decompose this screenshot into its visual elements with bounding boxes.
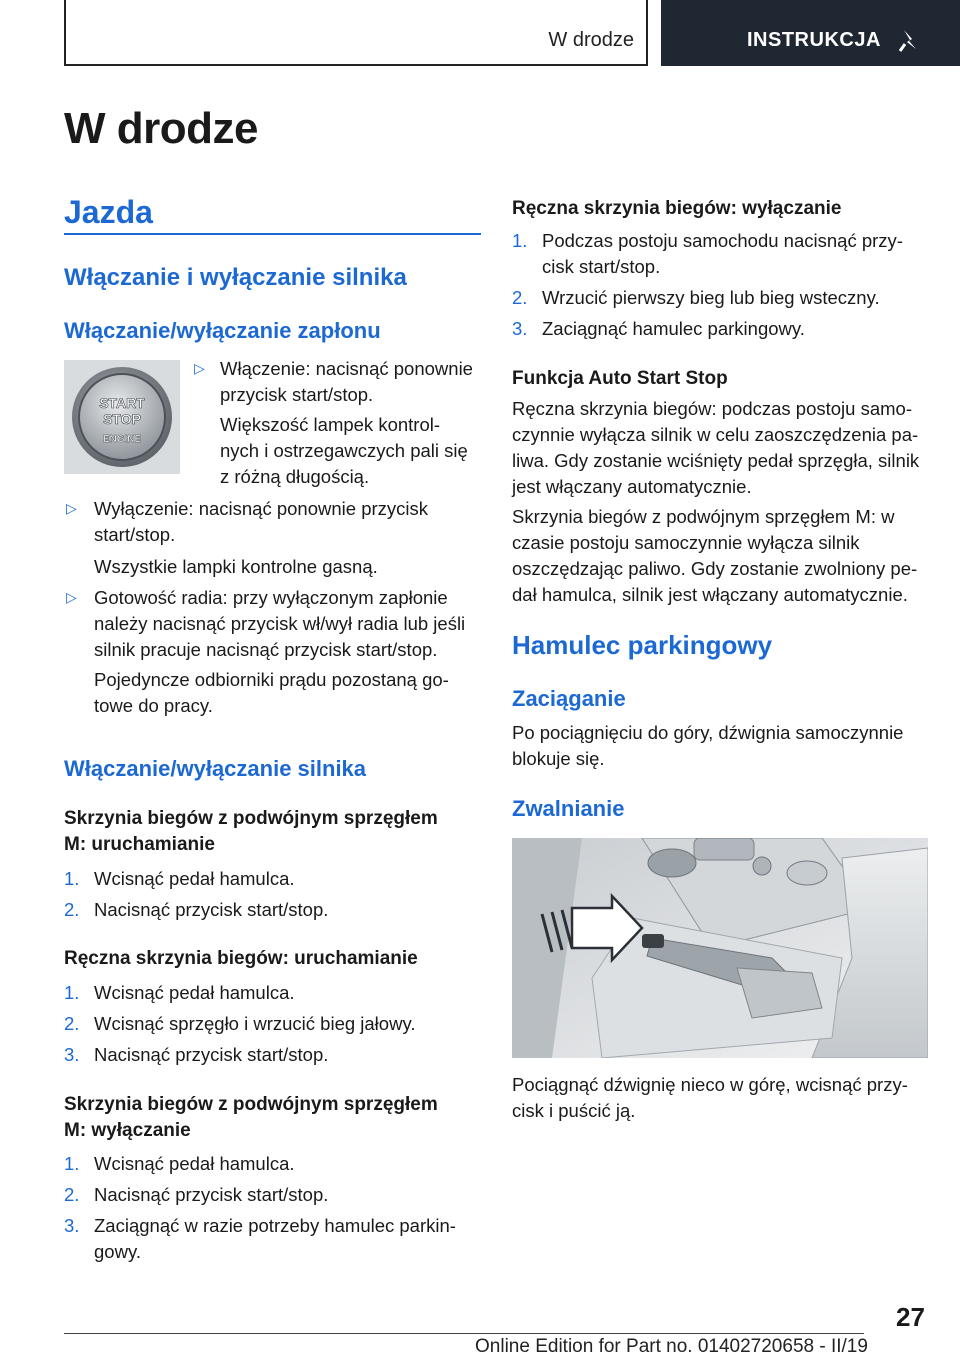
heading-ignition: Włączanie/wyłączanie zapłonu (64, 318, 381, 343)
bullet2-para2: Wszystkie lampki kontrolne gasną. (94, 556, 378, 577)
header-section-box (64, 0, 648, 66)
group1-title-line1: Skrzynia biegów z podwójnym sprzęgłem (64, 808, 438, 829)
header-tab-instrukcja[interactable] (661, 0, 960, 66)
group3-title-line2: M: wyłączanie (64, 1120, 191, 1141)
section-title-parking-brake: Hamulec parkingowy (512, 630, 773, 660)
releasing-line2: cisk i puścić ją. (512, 1100, 636, 1121)
heading-engine: Włączanie i wyłączanie silnika (64, 264, 407, 291)
group1-title-line2: M: uruchamianie (64, 834, 215, 855)
bullet3-para2-line2: towe do pracy. (94, 695, 213, 716)
group2-step2: Wcisnąć sprzęgło i wrzucić bieg jałowy. (94, 1013, 416, 1034)
bullet1-para2-line1: Większość lampek kontrol- (220, 414, 441, 435)
applying-line2: blokuje się. (512, 748, 605, 769)
bullet1-line1: Włączenie: nacisnąć ponownie (220, 358, 473, 379)
group4-step1-line2: cisk start/stop. (542, 256, 661, 277)
auto-p1-line1: Ręczna skrzynia biegów: podczas postoju samo- (512, 398, 912, 419)
bullet1-line2: przycisk start/stop. (220, 384, 374, 405)
button-text-engine: ENGINE (102, 434, 142, 445)
group3-step2: Nacisnąć przycisk start/stop. (94, 1184, 329, 1205)
bullet2-line2: start/stop. (94, 524, 176, 545)
auto-p2-line3: oszczędzając paliwo. Gdy zostanie zwolniony pe- (512, 558, 918, 579)
step-number: 2. (64, 1013, 80, 1034)
group2-step1: Wcisnąć pedał hamulca. (94, 982, 295, 1003)
group3-step1: Wcisnąć pedał hamulca. (94, 1153, 295, 1174)
chapter-title: W drodze (64, 104, 258, 153)
auto-p1-line4: jest włączany automatycznie. (512, 476, 752, 497)
group1-step1: Wcisnąć pedał hamulca. (94, 868, 295, 889)
button-text-start: START (99, 395, 145, 411)
group4-title: Ręczna skrzynia biegów: wyłączanie (512, 198, 842, 219)
step-number: 2. (64, 1184, 80, 1205)
heading-applying: Zaciąganie (512, 686, 626, 711)
footer-rule (64, 1333, 864, 1334)
bullet3-line1: Gotowość radia: przy wyłączonym zapłonie (94, 587, 448, 608)
group2-step3: Nacisnąć przycisk start/stop. (94, 1044, 329, 1065)
bullet1-para2-line3: z różną długością. (220, 466, 370, 487)
triangle-bullet-icon: ▷ (66, 589, 77, 605)
step-number: 1. (64, 982, 80, 1003)
auto-p1-line2: czynnie wyłącza silnik w celu zaoszczędzenia pa- (512, 424, 919, 445)
group4-step1-line1: Podczas postoju samochodu nacisnąć przy- (542, 230, 903, 251)
group4-step3: Zaciągnąć hamulec parkingowy. (542, 318, 805, 339)
section-title-jazda: Jazda (64, 194, 153, 230)
button-text-stop: STOP (103, 411, 141, 427)
auto-p2-line2: czasie postoju samoczynnie wyłącza silnik (512, 532, 860, 553)
handbrake-illustration (512, 838, 928, 1058)
group1-step2: Nacisnąć przycisk start/stop. (94, 899, 329, 920)
lightning-icon (895, 27, 923, 55)
heading-releasing: Zwalnianie (512, 796, 625, 821)
auto-p2-line4: dał hamulca, silnik jest włączany automatycznie. (512, 584, 908, 605)
bullet3-line2: należy nacisnąć przycisk wł/wył radia lub jeśli (94, 613, 466, 634)
auto-p1-line3: liwa. Gdy zostanie wciśnięty pedał sprzęgła, silnik (512, 450, 920, 471)
group3-step3-line2: gowy. (94, 1241, 141, 1262)
group4-step2: Wrzucić pierwszy bieg lub bieg wsteczny. (542, 287, 880, 308)
triangle-bullet-icon: ▷ (194, 360, 205, 376)
group3-step3-line1: Zaciągnąć w razie potrzeby hamulec parkin- (94, 1215, 456, 1236)
step-number: 2. (512, 287, 528, 308)
section-rule (64, 233, 481, 235)
header-section-title: W drodze (548, 29, 634, 51)
releasing-line1: Pociągnąć dźwignię nieco w górę, wcisnąć przy- (512, 1074, 908, 1095)
group3-title-line1: Skrzynia biegów z podwójnym sprzęgłem (64, 1094, 438, 1115)
step-number: 3. (64, 1044, 80, 1065)
bullet3-line3: silnik pracuje nacisnąć przycisk start/stop. (94, 639, 438, 660)
step-number: 2. (64, 899, 80, 920)
bullet3-para2-line1: Pojedyncze odbiorniki prądu pozostaną go- (94, 669, 449, 690)
applying-line1: Po pociągnięciu do góry, dźwignia samoczynnie (512, 722, 904, 743)
group2-title: Ręczna skrzynia biegów: uruchamianie (64, 948, 418, 969)
header-tab-label: INSTRUKCJA (747, 29, 881, 51)
heading-engine-start-stop: Włączanie/wyłączanie silnika (64, 756, 367, 781)
triangle-bullet-icon: ▷ (66, 500, 77, 516)
step-number: 1. (512, 230, 528, 251)
start-stop-button-image (64, 360, 180, 474)
step-number: 1. (64, 1153, 80, 1174)
auto-p2-line1: Skrzynia biegów z podwójnym sprzęgłem M: w (512, 506, 895, 527)
bullet1-para2-line2: nych i ostrzegawczych pali się (220, 440, 468, 461)
page-number: 27 (896, 1302, 925, 1332)
footer-edition-text: Online Edition for Part no. 01402720658 - II/19 (475, 1336, 868, 1357)
auto-start-stop-title: Funkcja Auto Start Stop (512, 368, 728, 389)
step-number: 3. (512, 318, 528, 339)
step-number: 1. (64, 868, 80, 889)
step-number: 3. (64, 1215, 80, 1236)
bullet2-line1: Wyłączenie: nacisnąć ponownie przycisk (94, 498, 429, 519)
